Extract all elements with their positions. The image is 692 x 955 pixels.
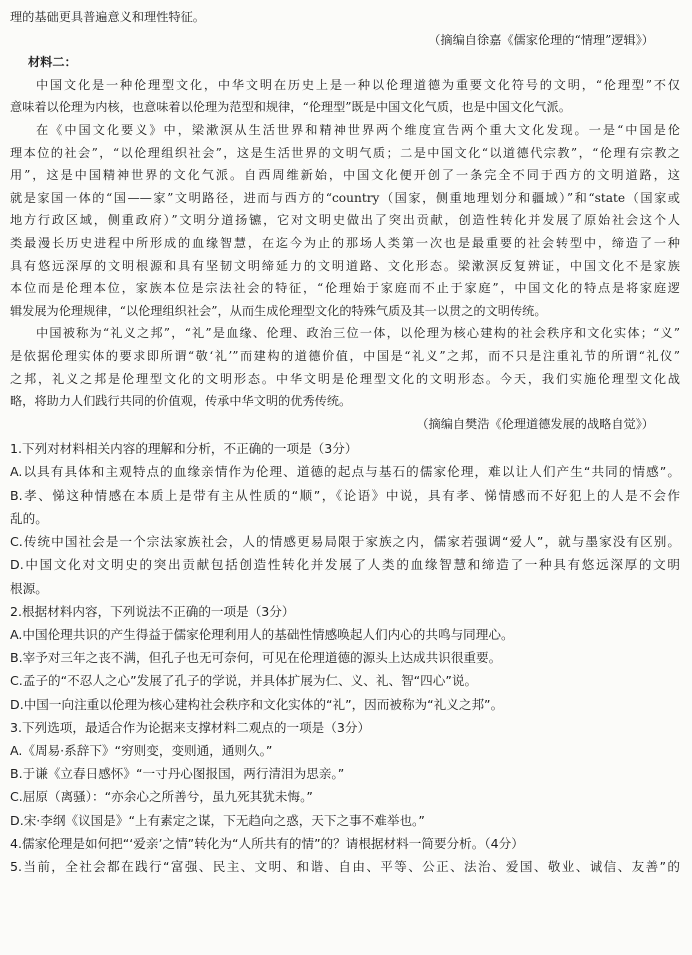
source-citation-2: （摘编自樊浩《伦理道德发展的战略自觉》） — [416, 416, 654, 431]
question-3-stem: 3.下列选项，最适合作为论据来支撑材料二观点的一项是（3分） — [10, 719, 371, 735]
paragraph-line: 用”，这是中国精神世界的文化气派。自西周维新始，中国文化便开创了一条完全不同于西方的文明道路，这 — [10, 168, 680, 183]
question-3-option-b: B.于谦《立春日感怀》“一寸丹心图报国，两行清泪为思亲。” — [10, 766, 345, 782]
material-2-paragraph-1 — [10, 74, 680, 119]
question-3-option-d: D.宋·李纲《议国是》“上有素定之谋，下无趋向之惑，天下之事不难举也。” — [10, 812, 425, 828]
question-1-option-c: C.传统中国社会是一个宗法家族社会，人的情感更易局限于家族之内，儒家若强调“爱人”，就与墨家没有区别。 — [10, 534, 680, 550]
material-2-heading: 材料二： — [28, 55, 77, 70]
question-2-option-d: D.中国一向注重以伦理为核心建构社会秩序和文化实体的“礼”，因而被称为“礼义之邦”。 — [10, 696, 504, 712]
question-4-stem: 4.儒家伦理是如何把“‘爱亲’之情”转化为“人所共有的情”的？请根据材料一简要分析。（4分） — [10, 835, 524, 851]
paragraph-line: 中国文化是一种伦理型文化，中华文明在历史上是一种以伦理道德为重要文化符号的文明，“伦理型”不仅 — [36, 77, 680, 92]
paragraph-line: 辑发展为伦理规律，“以伦理组织社会”，从而生成伦理型文化的特殊气质及其一以贯之的文明传统。 — [10, 303, 547, 318]
question-5-stem: 5.当前，全社会都在践行“富强、民主、文明、和谐、自由、平等、公正、法治、爱国、敬业、诚信、友善”的 — [10, 858, 680, 874]
question-3-option-c: C.屈原（离骚）：“亦余心之所善兮，虽九死其犹未悔。” — [10, 789, 313, 805]
question-2-option-c: C.孟子的“不忍人之心”发展了孔子的学说，并具体扩展为仁、义、礼、智“四心”说。 — [10, 673, 478, 689]
question-2-option-b: B.宰予对三年之丧不满，但孔子也无可奈何，可见在伦理道德的源头上达成共识很重要。 — [10, 650, 502, 666]
paragraph-line: 理本位的社会”，“以伦理组织社会”，这是生活世界的文明气质；二是中国文化“以道德代宗教”，“伦理有宗教之 — [10, 145, 680, 160]
paragraph-line: 是依据伦理实体的要求即所谓“敬‘礼’”而建构的道德价值，中国是“礼义”之邦，而不只是注重礼节的所谓“礼仪” — [10, 348, 680, 363]
material-2-paragraph-3 — [10, 322, 680, 412]
question-2-option-a: A.中国伦理共识的产生得益于儒家伦理利用人的基础性情感唤起人们内心的共鸣与同理心。 — [10, 626, 514, 642]
paragraph-line: 地方行政区域，侧重政府）”文明分道扬镳，它对文明史做出了突出贡献，创造性转化并发展了原始社会这个人 — [10, 213, 680, 228]
paragraph-line: 略，将助力人们践行共同的价值观，传承中华文明的优秀传统。 — [10, 394, 352, 409]
paragraph-line: 中国被称为“礼义之邦”，“礼”是血缘、伦理、政治三位一体，以伦理为核心建构的社会秩序和文化实体；“义” — [36, 326, 680, 341]
source-citation-1: （摘编自徐嘉《儒家伦理的“情理”逻辑》） — [428, 32, 654, 47]
intro-tail-line: 理的基础更具普遍意义和理性特征。 — [10, 10, 205, 24]
material-2-paragraph-2 — [10, 119, 680, 322]
question-1-option-d: D.中国文化对文明史的突出贡献包括创造性转化并发展了人类的血缘智慧和缔造了一种具有悠远深厚的文明 — [10, 557, 680, 573]
paragraph-line: 之邦，礼义之邦是伦理型文化的文明形态。中华文明是伦理型文化的文明形态。今天，我们实施伦理型文化战 — [10, 371, 680, 386]
paragraph-line: 在《中国文化要义》中，梁漱溟从生活世界和精神世界两个维度宣告两个重大文化发现。一是“中国是伦 — [36, 122, 680, 137]
question-1-option-b-cont: 乱的。 — [10, 510, 48, 526]
question-1-option-d-cont: 根源。 — [10, 580, 48, 596]
paragraph-line: 就是家国一体的“国——家”文明路径，进而与西方的“country（国家，侧重地理划分和疆域）”和“state（国家或 — [10, 190, 680, 205]
question-3-option-a: A.《周易·系辞下》“穷则变，变则通，通则久。” — [10, 742, 273, 758]
paragraph-line: 类最漫长历史进程中所形成的血缘智慧，在迄今为止的那场人类第一次也是最重要的社会转型中，缔造了一种 — [10, 235, 680, 250]
question-1-option-b: B.孝、悌这种情感在本质上是带有主从性质的“顺”，《论语》中说，具有孝、悌情感而不好犯上的人是不会作 — [10, 487, 680, 503]
question-1-stem: 1.下列对材料相关内容的理解和分析，不正确的一项是（3分） — [10, 441, 358, 457]
question-2-stem: 2.根据材料内容，下列说法不正确的一项是（3分） — [10, 603, 295, 619]
question-list — [10, 437, 680, 878]
question-1-option-a: A.以具有具体和主观特点的血缘亲情作为伦理、道德的起点与基石的儒家伦理，难以让人们产生“共同的情感”。 — [10, 464, 680, 480]
paragraph-line: 本位而是伦理本位，家族本位是宗法社会的特征，“伦理始于家庭而不止于家庭”，中国文化的特点是将家庭逻 — [10, 281, 680, 296]
paragraph-line: 意味着以伦理为内核，也意味着以伦理为范型和规律，“伦理型”既是中国文化气质，也是中国文化气派。 — [10, 100, 571, 115]
paragraph-line: 具有悠远深厚的文明根源和具有坚韧文明缔延力的文明道路、文化形态。梁漱溟反复辨证，中国文化不是家族 — [10, 258, 680, 273]
